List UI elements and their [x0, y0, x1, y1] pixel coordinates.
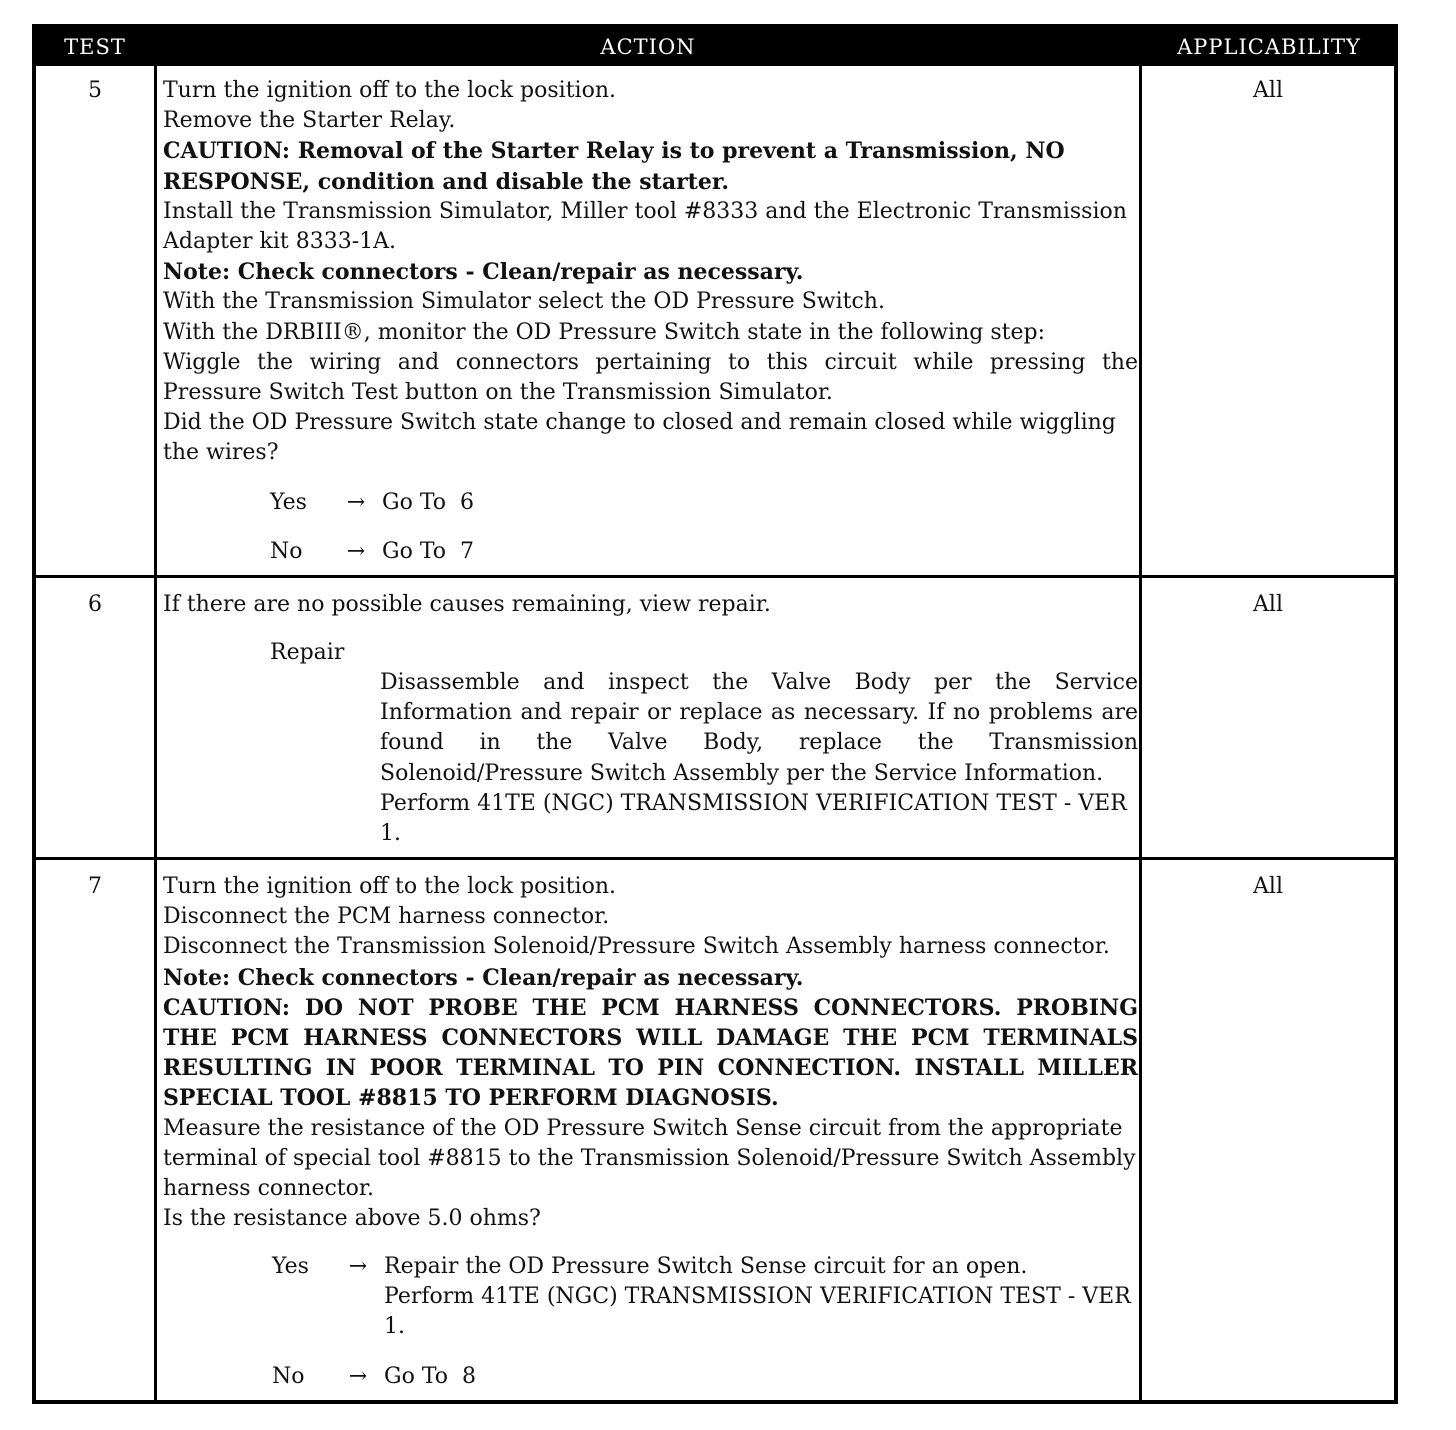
answer-target	[384, 1252, 1134, 1343]
row-divider	[36, 857, 1394, 860]
repair-text: Disassemble and inspect the Valve Body per the Service Information and repair or replace as necessary. If no problems are found in the Valve Body, replace the Transmission Solenoid/Pressure Switch Assembly per the Service Information.	[380, 670, 1138, 786]
step-text: Disconnect the Transmission Solenoid/Pressure Switch Assembly harness connector.	[163, 934, 1110, 960]
test-number: 7	[88, 874, 102, 899]
repair-instructions	[380, 668, 1138, 849]
step-text: Remove the Starter Relay.	[163, 108, 456, 134]
arrow-icon: →	[348, 1364, 368, 1389]
step-text: Measure the resistance of the OD Pressure Switch Sense circuit from the appropriate terminal of special tool #8815 to the Transmission Solenoid/Pressure Switch Assembly harness connector.	[163, 1115, 1136, 1202]
note-text: Note: Check connectors - Clean/repair as necessary.	[163, 259, 804, 286]
answer-key: No	[272, 1364, 305, 1389]
header-action: ACTION	[600, 35, 696, 59]
step-text: Turn the ignition off to the lock position.	[163, 874, 616, 899]
step-text: With the Transmission Simulator select the OD Pressure Switch.	[163, 289, 885, 315]
repair-text: Repair the OD Pressure Switch Sense circuit for an open.	[384, 1254, 1028, 1279]
applicability: All	[1253, 874, 1283, 899]
caution-text: CAUTION: DO NOT PROBE THE PCM HARNESS CONNECTORS. PROBING THE PCM HARNESS CONNECTORS WILL DAMAGE THE PCM TERMINALS RESULTING IN POOR TERMINAL TO PIN CONNECTION. INSTALL MILLER SPECIAL TOOL #8815 TO PERFORM DIAGNOSIS.	[163, 994, 1138, 1112]
answer-target: Go To 7	[382, 539, 475, 564]
applicability: All	[1253, 592, 1283, 617]
test-number: 6	[88, 592, 102, 617]
column-divider	[1139, 66, 1142, 1400]
header-applicability: APPLICABILITY	[1177, 35, 1361, 59]
arrow-icon: →	[346, 490, 366, 515]
test-number: 5	[88, 78, 102, 103]
answer-key: Yes	[270, 490, 307, 515]
question-text: Did the OD Pressure Switch state change to closed and remain closed while wiggling the wires?	[163, 410, 1116, 466]
column-divider	[154, 66, 157, 1400]
header-test: TEST	[64, 35, 126, 59]
table-header	[36, 28, 1394, 66]
arrow-icon: →	[348, 1254, 368, 1279]
answer-target: Go To 6	[382, 490, 475, 515]
answer-no	[270, 537, 670, 567]
step-text: With the DRBIII®, monitor the OD Pressure Switch state in the following step:	[163, 319, 1045, 345]
applicability: All	[1253, 78, 1283, 103]
repair-text: Perform 41TE (NGC) TRANSMISSION VERIFICATION TEST - VER 1.	[380, 790, 1127, 847]
step-text: Disconnect the PCM harness connector.	[163, 904, 610, 930]
arrow-icon: →	[346, 539, 366, 564]
step-text: Wiggle the wiring and connectors pertaining to this circuit while pressing the Pressure Switch Test button on the Transmission Simulator.	[163, 349, 1138, 406]
diagnostic-table	[32, 24, 1398, 1404]
test-6-action	[163, 590, 1138, 620]
step-text: Install the Transmission Simulator, Miller tool #8333 and the Electronic Transmission Adapter kit 8333-1A.	[163, 198, 1127, 255]
answer-no	[272, 1362, 672, 1392]
answer-target: Go To 8	[384, 1364, 477, 1389]
answer-yes	[270, 488, 670, 518]
note-text: Note: Check connectors - Clean/repair as necessary.	[163, 964, 804, 991]
test-7-action	[163, 872, 1138, 1234]
answer-key: No	[270, 539, 303, 564]
step-text: If there are no possible causes remaining, view repair.	[163, 592, 771, 617]
step-text: Turn the ignition off to the lock position.	[163, 78, 616, 103]
repair-text: Perform 41TE (NGC) TRANSMISSION VERIFICATION TEST - VER 1.	[384, 1284, 1131, 1340]
caution-text: CAUTION: Removal of the Starter Relay is to prevent a Transmission, NO RESPONSE, condition and disable the starter.	[163, 138, 1065, 195]
test-5-action	[163, 76, 1138, 469]
row-divider	[36, 575, 1394, 578]
question-text: Is the resistance above 5.0 ohms?	[163, 1206, 541, 1232]
answer-key: Yes	[272, 1254, 309, 1279]
answer-yes	[272, 1252, 1138, 1343]
repair-label: Repair	[270, 640, 345, 665]
